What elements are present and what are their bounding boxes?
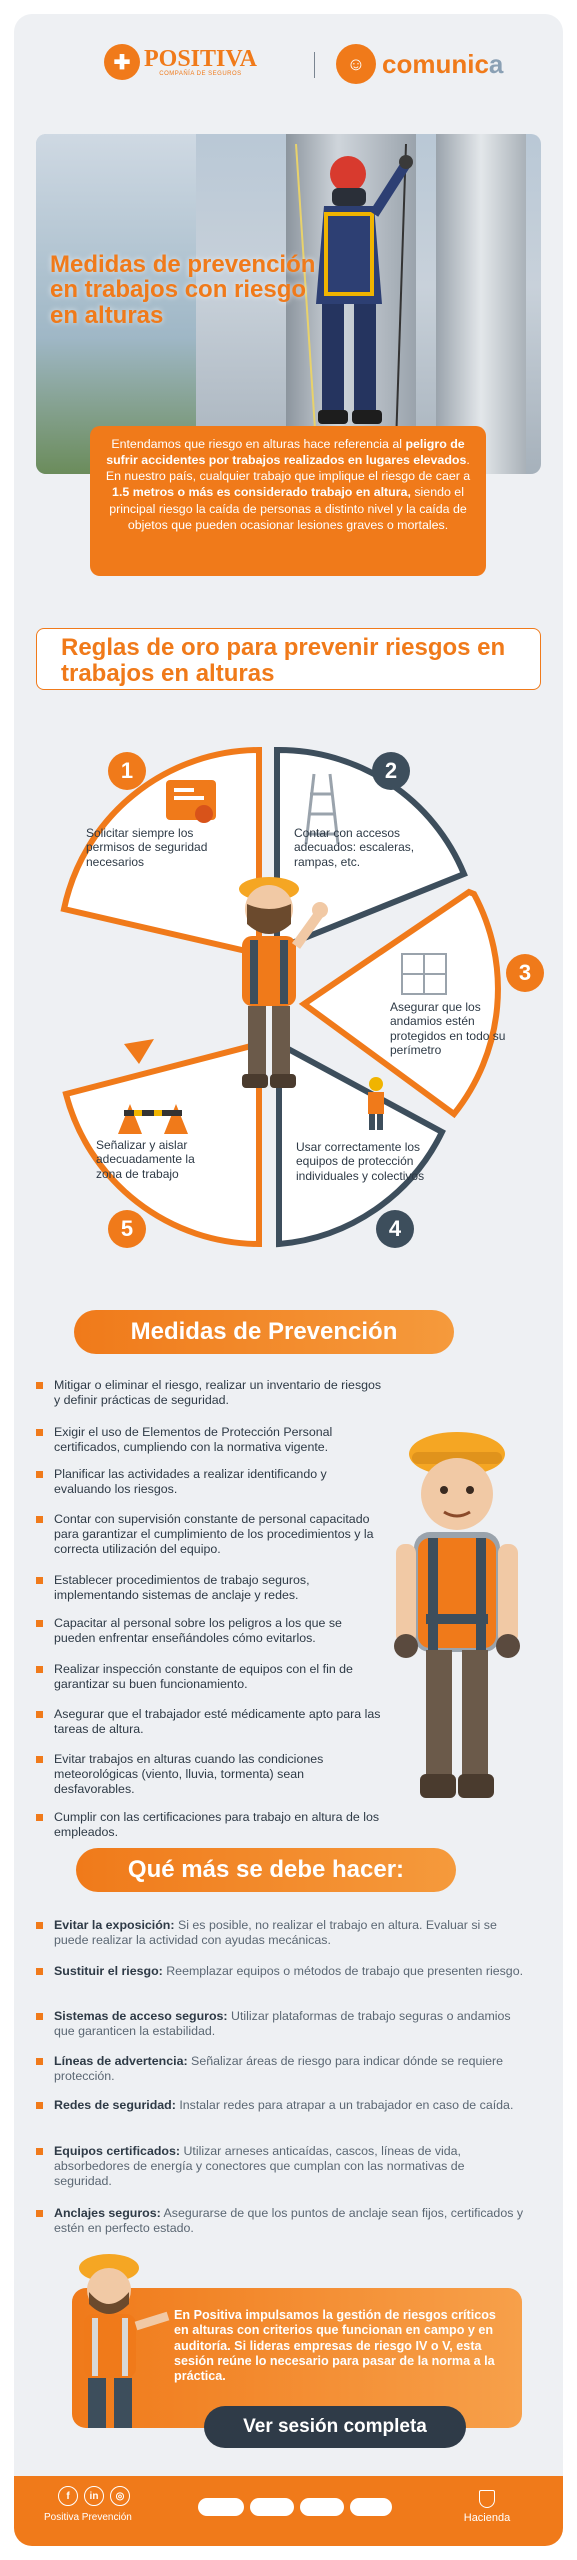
header-divider: [314, 52, 315, 78]
hacienda-label: Hacienda: [463, 2512, 511, 2524]
more-list: [34, 1918, 524, 2246]
list-item: Redes de seguridad: Instalar redes para atrapar a un trabajador en caso de caída.: [34, 2098, 524, 2144]
list-item: Evitar la exposición: Si es posible, no realizar el trabajo en altura. Evaluar si se puede realizar la actividad con ayudas mecánicas.: [34, 1918, 524, 1964]
rule-5-text: Señalizar y aislar adecuadamente la zona de trabajo: [96, 1138, 195, 1181]
footer: [14, 2476, 563, 2546]
list-item: Establecer procedimientos de trabajo seguros, implementando sistemas de anclaje y redes.: [34, 1573, 384, 1616]
hacienda-logo: [452, 2490, 522, 2524]
partner-logo-2: [250, 2498, 294, 2516]
list-item: Exigir el uso de Elementos de Protección Personal certificados, cumpliendo con la normativa vigente.: [34, 1425, 384, 1467]
list-item: Evitar trabajos en alturas cuando las condiciones meteorológicas (viento, lluvia, tormenta) sean desfavorables.: [34, 1752, 384, 1810]
rule-2-text: Contar con accesos adecuados: escaleras, rampas, etc.: [294, 826, 415, 869]
comunica-main: comunic: [382, 48, 489, 79]
instagram-icon[interactable]: ◎: [110, 2486, 130, 2506]
view-session-button[interactable]: Ver sesión completa: [204, 2406, 466, 2448]
cta-text: En Positiva impulsamos la gestión de riesgos críticos en alturas con criterios que funcionan en campo y en auditoría. Si lideras empresas de riesgo IV o V, esta sesión reúne lo necesario para pasar de la norma a la práctica.: [174, 2308, 496, 2384]
prevention-list: [34, 1378, 384, 1844]
rule-3-number: 3: [506, 954, 544, 992]
rule-2-number: 2: [372, 752, 410, 790]
list-item: Contar con supervisión constante de personal capacitado para garantizar el cumplimiento de los procedimientos y la correcta utilización del equipo.: [34, 1512, 384, 1573]
more-title: Qué más se debe hacer:: [76, 1848, 456, 1892]
list-item: Anclajes seguros: Asegurarse de que los puntos de anclaje sean fijos, certificados y estén en perfecto estado.: [34, 2206, 524, 2246]
rule-4-number: 4: [376, 1210, 414, 1248]
crest-icon: [479, 2490, 495, 2508]
rule-1-number: 1: [108, 752, 146, 790]
list-item: Equipos certificados: Utilizar arneses anticaídas, cascos, líneas de vida, absorbedores de energía y conectores que cumplan con las normativas de seguridad.: [34, 2144, 524, 2206]
rule-3-text: Asegurar que los andamios estén protegidos en todo su perímetro: [390, 1000, 506, 1058]
list-item: Asegurar que el trabajador esté médicamente apto para las tareas de altura.: [34, 1707, 384, 1752]
permit-document-icon: [166, 780, 216, 823]
rules-wheel: [14, 714, 563, 1274]
social-handle: Positiva Prevención: [44, 2512, 132, 2523]
prevention-title: Medidas de Prevención: [74, 1310, 454, 1354]
partner-logo-1: [198, 2498, 244, 2516]
hero-title: Medidas de prevención en trabajos con riesgo en alturas: [50, 251, 316, 329]
list-item: Capacitar al personal sobre los peligros a los que se pueden enfrentar enseñándoles cómo evitarlos.: [34, 1616, 384, 1662]
header: [14, 14, 563, 124]
positiva-logo[interactable]: [104, 44, 257, 80]
rules-title: Reglas de oro para prevenir riesgos en trabajos en alturas: [36, 628, 541, 690]
mascot-pointing-illustration: [64, 2246, 174, 2436]
brand-sub: COMPAÑÍA DE SEGUROS: [159, 71, 242, 77]
rule-5-number: 5: [108, 1210, 146, 1248]
hero-image: [36, 134, 541, 474]
comunica-accent: a: [488, 48, 504, 79]
facebook-icon[interactable]: f: [58, 2486, 78, 2506]
rule-4-text: Usar correctamente los equipos de protección individuales y colectivos: [296, 1140, 425, 1183]
list-item: Mitigar o eliminar el riesgo, realizar un inventario de riesgos y definir prácticas de seguridad.: [34, 1378, 384, 1425]
comunica-logo[interactable]: [336, 44, 503, 84]
brand-name: POSITIVA: [144, 46, 257, 72]
partner-logo-4: [350, 2498, 392, 2516]
intro-box: Entendamos que riesgo en alturas hace referencia al peligro de sufrir accidentes por trabajos realizados en lugares elevados. En nuestro país, cualquier trabajo que implique el riesgo de caer a 1.5 metros o más es considerado trabajo en altura, siendo el principal riesgo la caída de personas a distinto nivel y la caída de objetos que pueden ocasionar lesiones graves o mortales.: [90, 426, 486, 576]
list-item: Sistemas de acceso seguros: Utilizar plataformas de trabajo seguras o andamios que garanticen la estabilidad.: [34, 2009, 524, 2054]
mascot-harness-illustration: [382, 1414, 532, 1834]
list-item: Líneas de advertencia: Señalizar áreas de riesgo para indicar dónde se requiere protección.: [34, 2054, 524, 2098]
linkedin-icon[interactable]: in: [84, 2486, 104, 2506]
list-item: Realizar inspección constante de equipos con el fin de garantizar su buen funcionamiento.: [34, 1662, 384, 1707]
infographic-card: [14, 14, 563, 2546]
comunica-logo-icon: ☺: [336, 44, 376, 84]
list-item: Planificar las actividades a realizar identificando y evaluando los riesgos.: [34, 1467, 384, 1512]
rules-wheel-graphic: [14, 714, 563, 1274]
partner-logo-3: [300, 2498, 344, 2516]
list-item: Sustituir el riesgo: Reemplazar equipos o métodos de trabajo que presenten riesgo.: [34, 1964, 524, 2009]
rule-1-text: Solicitar siempre los permisos de seguridad necesarios: [86, 826, 208, 869]
list-item: Cumplir con las certificaciones para trabajo en altura de los empleados.: [34, 1810, 384, 1844]
mascot-worker-illustration: [239, 877, 328, 1088]
positiva-logo-icon: ✚: [104, 44, 140, 80]
